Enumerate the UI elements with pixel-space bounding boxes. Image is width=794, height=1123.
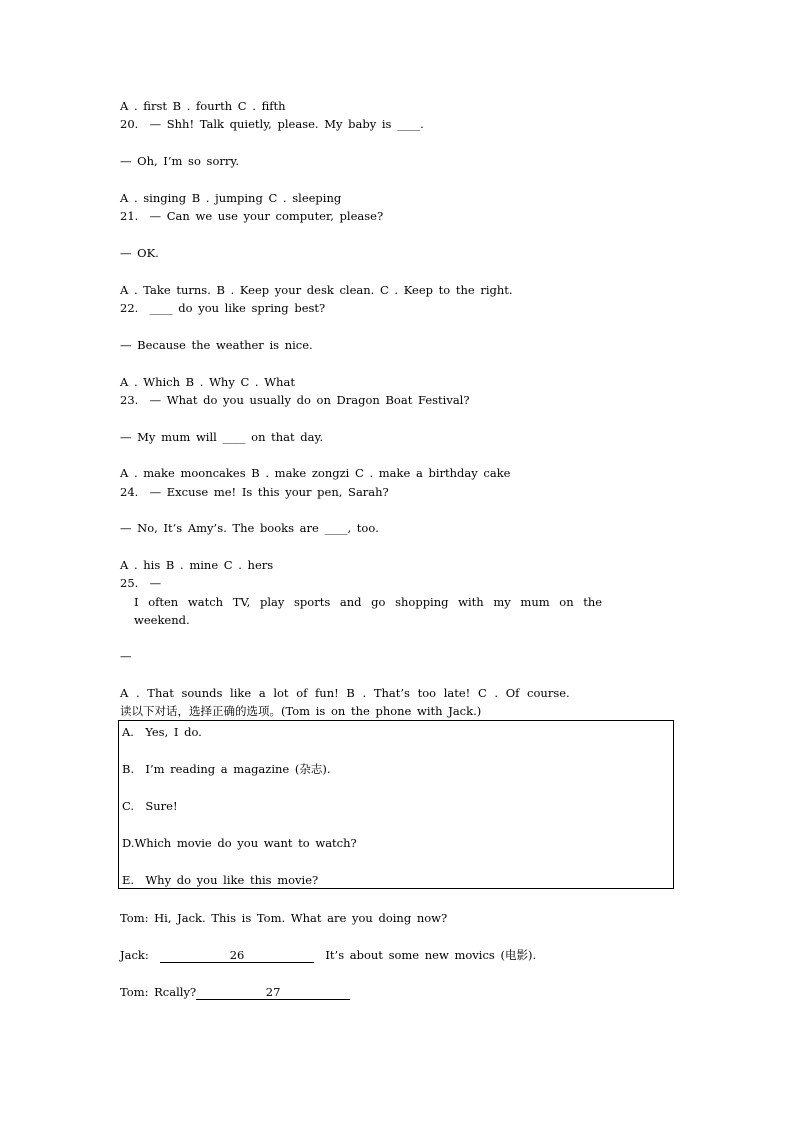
choices-box xyxy=(118,720,674,889)
q22-options: A . Which B . Why C . What xyxy=(120,375,295,389)
q25-prompt: 25. — xyxy=(120,576,162,590)
jack-line-text: It’s about some new movics (电影). xyxy=(325,948,537,962)
dialog-line-jack xyxy=(120,948,536,963)
q25-line2: weekend. xyxy=(134,613,190,627)
q22-reply: — Because the weather is nice. xyxy=(120,338,313,352)
q23-options: A . make mooncakes B . make zongzi C . make a birthday cake xyxy=(120,466,511,480)
dialog-line-tom-2 xyxy=(120,985,350,1000)
q24-reply: — No, It’s Amy’s. The books are ____, too. xyxy=(120,521,379,535)
choice-a: A. Yes, I do. xyxy=(122,725,202,739)
q25-line1: I often watch TV, play sports and go shopping with my mum on the xyxy=(134,595,603,609)
dialog-instructions: 读以下对话，选择正确的选项。(Tom is on the phone with Jack.) xyxy=(120,704,482,718)
q20-reply: — Oh, I’m so sorry. xyxy=(120,154,239,168)
q23-reply: — My mum will ____ on that day. xyxy=(120,430,324,444)
q21-prompt: 21. — Can we use your computer, please? xyxy=(120,209,384,223)
q25-reply: — xyxy=(120,649,132,663)
tom-line-text: Tom: Rcally? xyxy=(120,985,197,999)
blank-27[interactable]: 27 xyxy=(196,985,350,1000)
q24-options: A . his B . mine C . hers xyxy=(120,558,274,572)
choice-d: D.Which movie do you want to watch? xyxy=(122,836,357,850)
choice-e: E. Why do you like this movie? xyxy=(122,873,319,887)
q21-reply: — OK. xyxy=(120,246,159,260)
q23-prompt: 23. — What do you usually do on Dragon Boat Festival? xyxy=(120,393,470,407)
q22-prompt: 22. ____ do you like spring best? xyxy=(120,301,326,315)
q20-prompt: 20. — Shh! Talk quietly, please. My baby is ____. xyxy=(120,117,424,131)
blank-26[interactable]: 26 xyxy=(160,948,314,963)
q19-options: A . first B . fourth C . fifth xyxy=(120,99,286,113)
q21-options: A . Take turns. B . Keep your desk clean. C . Keep to the right. xyxy=(120,283,513,297)
speaker-jack: Jack: xyxy=(120,948,149,962)
q24-prompt: 24. — Excuse me! Is this your pen, Sarah? xyxy=(120,485,389,499)
q20-options: A . singing B . jumping C . sleeping xyxy=(120,191,342,205)
choice-c: C. Sure! xyxy=(122,799,178,813)
q25-options: A . That sounds like a lot of fun! B . That’s too late! C . Of course. xyxy=(120,686,570,700)
choice-b: B. I’m reading a magazine (杂志). xyxy=(122,762,331,776)
dialog-line-tom-1: Tom: Hi, Jack. This is Tom. What are you doing now? xyxy=(120,911,448,925)
